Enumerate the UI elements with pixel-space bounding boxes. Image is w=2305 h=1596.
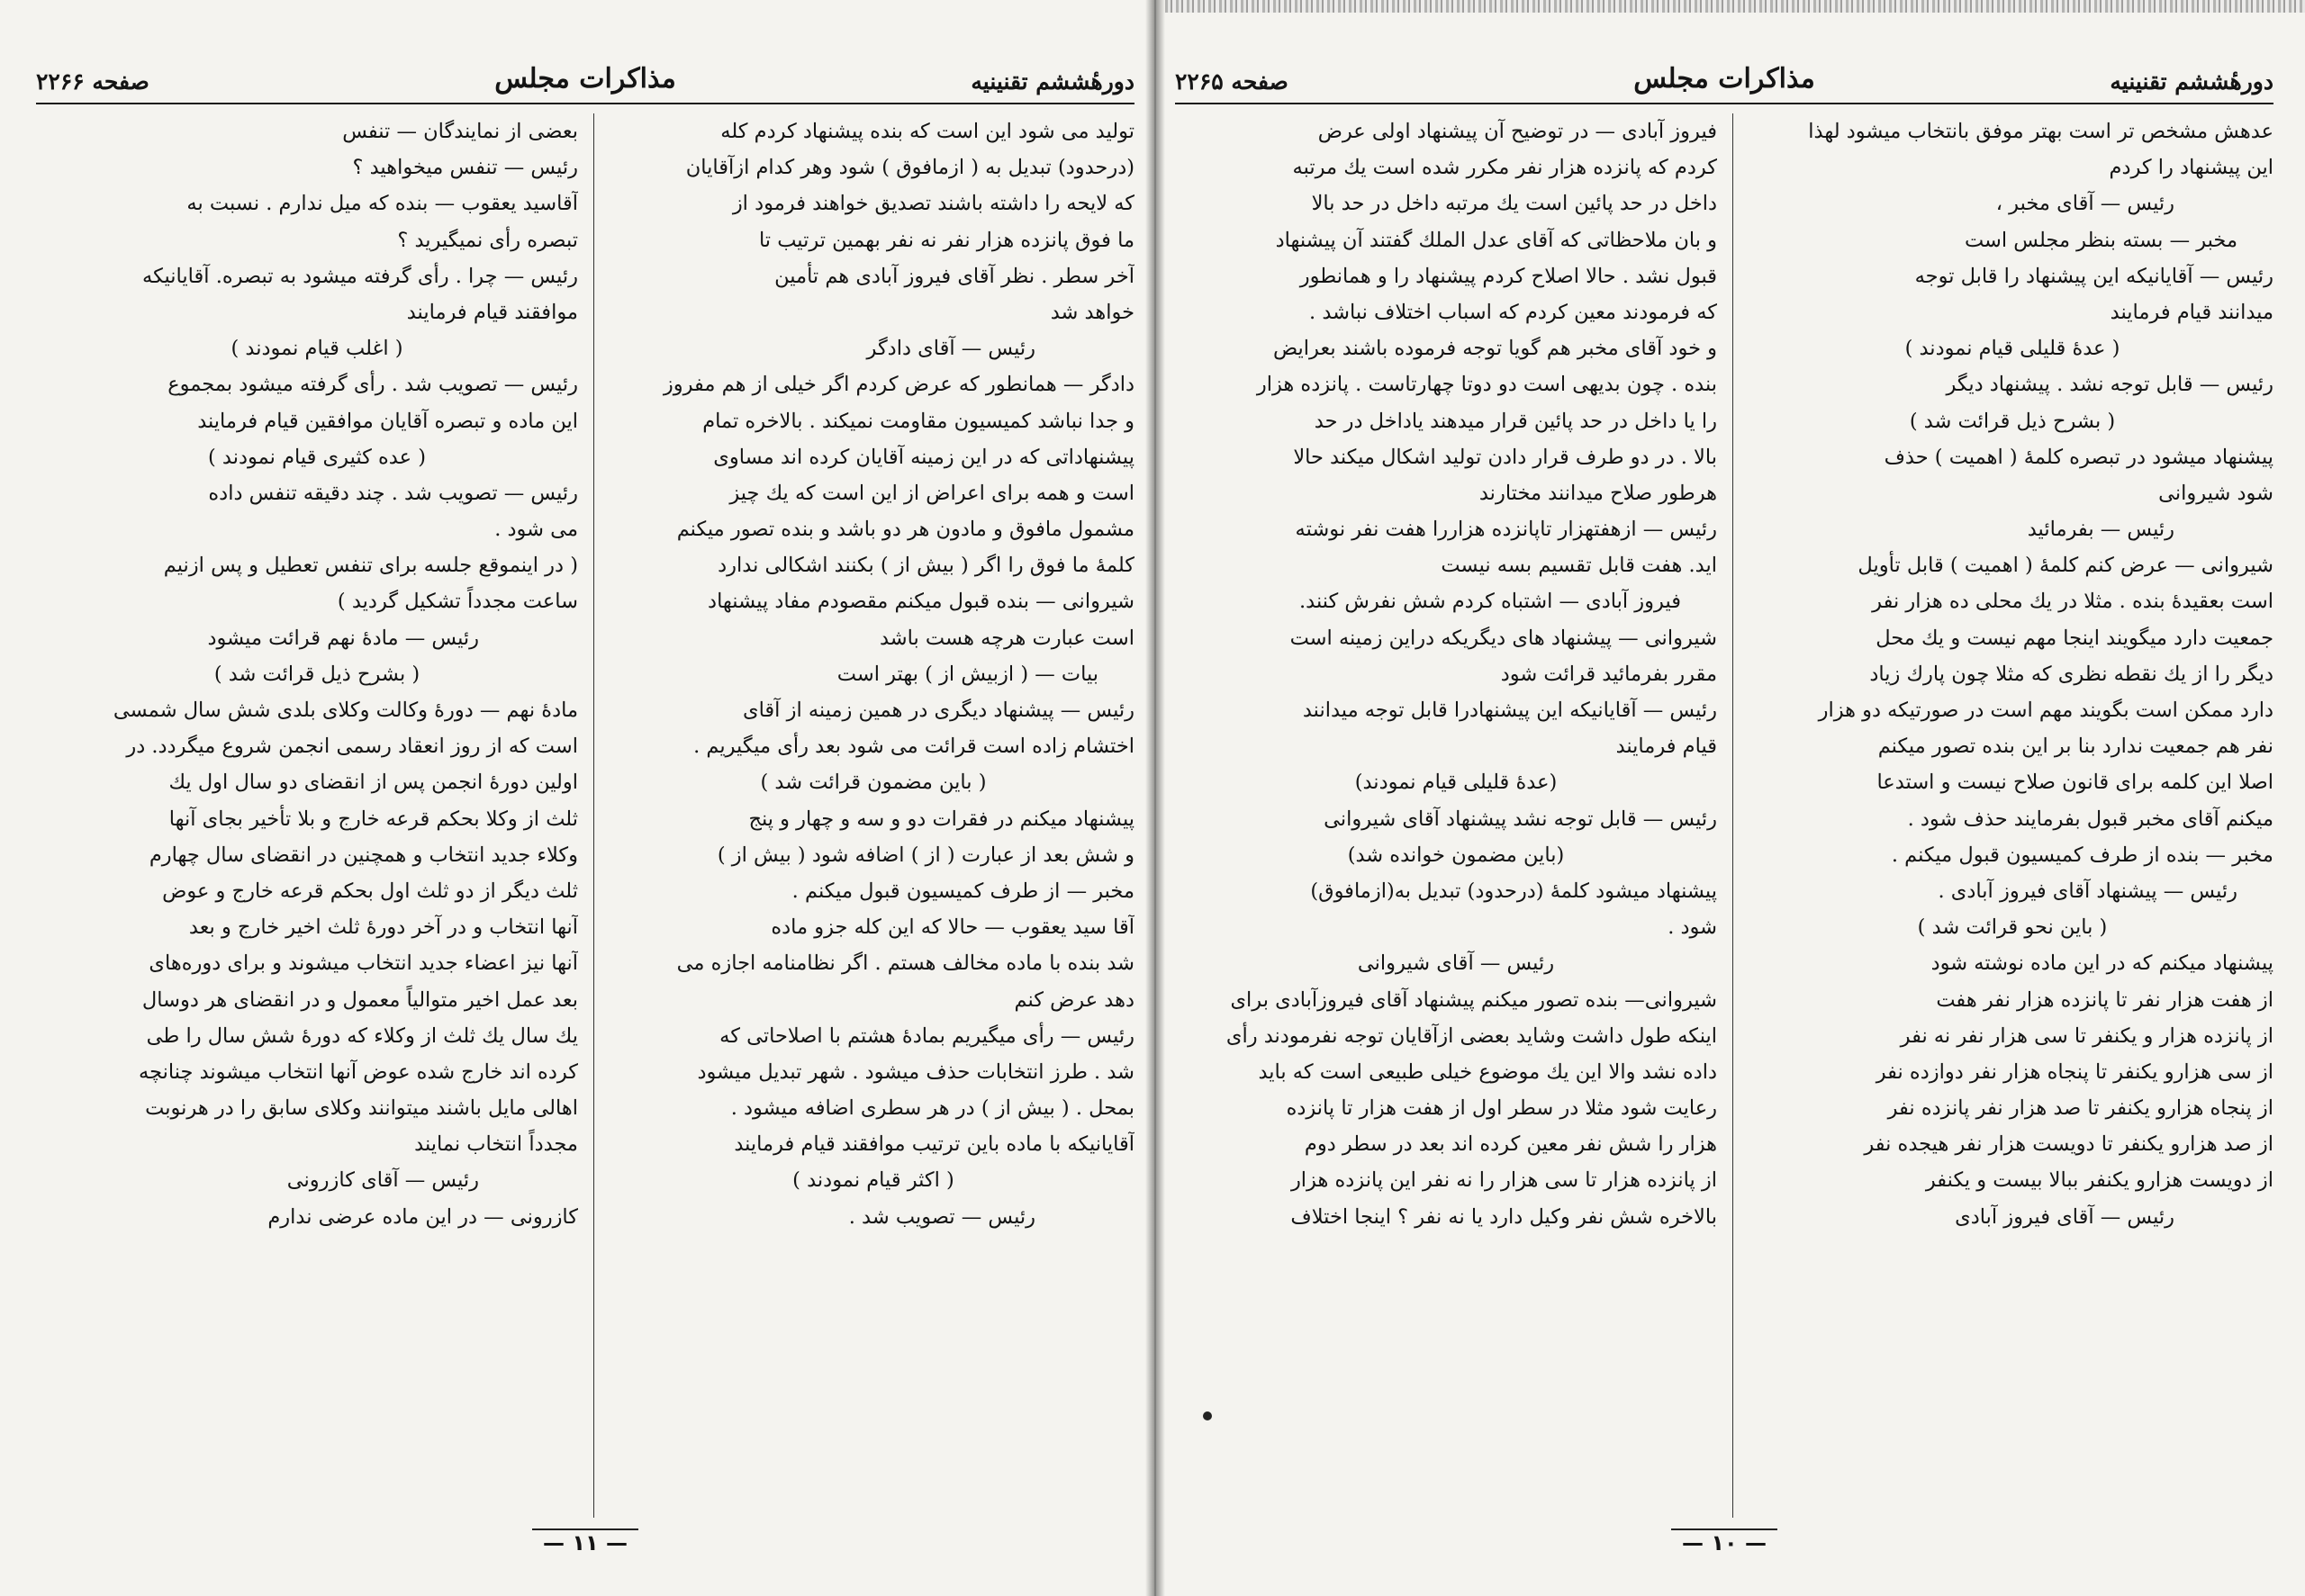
text-line: ( اکثر قیام نمودند ): [792, 1168, 954, 1193]
text-line: اختشام زاده است قرائت می شود بعد رأی میگیریم .: [693, 735, 1134, 759]
text-line: شیروانی — عرض کنم کلمهٔ ( اهمیت ) قابل تأویل: [1858, 554, 2273, 578]
text-line: رئیس — پیشنهاد دیگری در همین زمینه از آقای: [742, 699, 1134, 722]
text-line: عدهش مشخص تر است بهتر موفق بانتخاب میشود لهذا: [1808, 120, 2273, 143]
text-line: رئیس — آقایانیکه این پیشنهادرا قابل توجه میدانند: [1302, 699, 1717, 722]
text-line: ( اغلب قیام نمودند ): [230, 337, 403, 361]
text-line: نفر هم جمعیت ندارد بنا بر این بنده تصور میکنم: [1877, 735, 2273, 759]
left-column-2: [56, 113, 578, 1518]
text-line: از پانزده هزار و یکنفر تا سی هزار نفر نه نفر: [1900, 1023, 2273, 1048]
left-session-label: دورهٔششم تقنینیه: [971, 68, 1134, 95]
right-page-footer: [1175, 1530, 2273, 1555]
text-line: ( عده کثیری قیام نمودند ): [208, 445, 426, 469]
text-line: موافقند قیام فرمایند: [406, 300, 578, 324]
text-line: رئیس — آقای مخبر ،: [1995, 192, 2174, 216]
right-session-label: دورهٔششم تقنینیه: [2110, 68, 2273, 95]
text-line: رئیس — قابل توجه نشد . پیشنهاد دیگر: [1946, 373, 2273, 397]
text-line: رئیس — بفرمائید: [2027, 518, 2174, 542]
text-line: کرده اند خارج شده عوض آنها انتخاب میشوند چنانچه: [139, 1059, 578, 1084]
text-line: ثلث از وکلا بحکم قرعه خارج و بلا تأخیر بجای آنها: [168, 807, 578, 831]
text-line: پیشنهاد میکنم که در این ماده نوشته شود: [1930, 951, 2273, 976]
left-page-number: صفحه ۲۲۶۶: [36, 68, 149, 95]
text-line: آنها انتخاب و در آخر دورهٔ ثلث اخیر خارج و بعد: [188, 915, 578, 940]
text-line: دیگر را از یك نقطه نظری که مثلا چون پارك زیاد: [1869, 662, 2273, 686]
text-line: شد بنده با ماده مخالف هستم . اگر نظامنامه اجازه می: [676, 951, 1134, 976]
book-gutter: [1145, 0, 1165, 1596]
text-line: و شش بعد از عبارت ( از ) اضافه شود ( بیش از ): [717, 843, 1134, 867]
text-line: ( باین مضمون قرائت شد ): [760, 771, 987, 795]
text-line: مادهٔ نهم — دورهٔ وکالت وکلای بلدی شش سال شمسی: [113, 699, 578, 722]
text-line: شود شیروانی: [2158, 481, 2273, 505]
text-line: رئیس — تصویب شد . رأی گرفته میشود بمجموع: [167, 373, 578, 397]
right-title: مذاکرات مجلس: [1633, 63, 1815, 95]
text-line: شد . طرز انتخابات حذف میشود . شهر تبدیل میشود: [697, 1059, 1134, 1084]
left-page-header: [36, 56, 1134, 103]
text-line: شیروانی— بنده تصور میکنم پیشنهاد آقای فیروزآبادی برای: [1230, 987, 1717, 1012]
text-line: رئیس — تصویب شد . چند دقیقه تنفس داده: [208, 481, 578, 505]
text-line: جمعیت دارد میگویند اینجا مهم نیست و یك محل: [1876, 626, 2273, 650]
text-line: قبول نشد . حالا اصلاح کردم پیشنهاد را و همانطور: [1299, 264, 1717, 288]
right-column-1: [1751, 113, 2273, 1518]
text-line: دارد ممکن است بگویند مهم است در صورتیکه دو هزار: [1818, 699, 2273, 722]
left-header-rule: [36, 103, 1134, 104]
text-line: مجدداً انتخاب نمایند: [414, 1132, 578, 1157]
text-line: آنها نیز اعضاء جدید انتخاب میشوند و برای دوره‌های: [149, 951, 578, 976]
text-line: فیروز آبادی — در توضیح آن پیشنهاد اولی عرض: [1317, 120, 1717, 143]
text-line: بالا . در دو طرف قرار دادن تولید اشکال میکند حالا: [1293, 445, 1717, 469]
text-line: از صد هزارو یکنفر تا دویست هزار نفر هیجده نفر: [1864, 1132, 2273, 1157]
text-line: مخبر — بسته بنظر مجلس است: [1964, 228, 2237, 252]
text-line: بالاخره شش نفر وکیل دارد یا نه نفر ؟ اینجا اختلاف: [1290, 1204, 1717, 1229]
right-header-rule: [1175, 103, 2273, 104]
text-line: شیروانی — بنده قبول میکنم مقصودم مفاد پیشنهاد: [708, 590, 1134, 614]
text-line: کلمهٔ ما فوق را اگر ( بیش از ) بکنند اشکالی ندارد: [718, 554, 1134, 578]
right-page: [1175, 0, 2273, 1596]
right-column-2: [1195, 113, 1717, 1518]
text-line: قیام فرمایند: [1615, 735, 1717, 759]
text-line: آخر سطر . نظر آقای فیروز آبادی هم تأمین: [774, 264, 1134, 288]
text-line: رئیس — تصویب شد .: [848, 1204, 1035, 1229]
text-line: ( بشرح ذیل قرائت شد ): [1909, 409, 2116, 433]
text-line: فیروز آبادی — اشتباه کردم شش نفرش کنند.: [1299, 590, 1681, 614]
text-line: رئیس — تنفس میخواهید ؟: [352, 156, 578, 180]
left-page-footer: [36, 1530, 1134, 1555]
text-line: رئیس — مادهٔ نهم قرائت میشود: [207, 626, 479, 650]
text-line: این پیشنهاد را کردم: [2109, 156, 2273, 180]
text-line: ( عدهٔ قلیلی قیام نمودند ): [1904, 337, 2120, 361]
text-line: رئیس — پیشنهاد آقای فیروز آبادی .: [1938, 879, 2237, 903]
text-line: دهد عرض کنم: [1014, 987, 1134, 1012]
text-line: که فرمودند معین کردم که اسباب اختلاف نباشد .: [1309, 300, 1717, 324]
text-line: رئیس — آقای کازرونی: [286, 1168, 479, 1193]
right-column-divider: [1732, 113, 1733, 1518]
text-line: مخبر — از طرف کمیسیون قبول میکنم .: [791, 879, 1134, 903]
text-line: اید. هفت قابل تقسیم بسه نیست: [1441, 554, 1717, 578]
text-line: پیشنهاد میشود کلمهٔ (درحدود) تبدیل به(ازمافوق): [1310, 879, 1717, 903]
text-line: رعایت شود مثلا در سطر اول از هفت هزار تا پانزده: [1286, 1096, 1717, 1121]
text-line: و خود آقای مخبر هم گویا توجه فرموده باشند بعرایض: [1272, 337, 1717, 361]
text-line: یك سال یك ثلث از وکلاء که دورهٔ شش سال را طی: [146, 1023, 578, 1048]
text-line: دادگر — همانطور که عرض کردم اگر خیلی از هم مفروز: [663, 373, 1134, 397]
text-line: اولین دورهٔ انجمن پس از انقضای دو سال اول یك: [168, 771, 578, 795]
text-line: ما فوق پانزده هزار نفر نه نفر بهمین ترتیب تا: [758, 228, 1134, 252]
text-line: است بعقیدهٔ بنده . مثلا در یك محلی ده هزار نفر: [1872, 590, 2273, 614]
text-line: مشمول مافوق و مادون هر دو باشد و بنده تصور میکنم: [676, 518, 1134, 542]
text-line: ( بشرح ذیل قرائت شد ): [213, 662, 420, 686]
text-line: ساعت مجدداً تشکیل گردید ): [337, 590, 578, 614]
text-line: این ماده و تبصره آقایان موافقین قیام فرمایند: [197, 409, 578, 433]
text-line: خواهد شد: [1050, 300, 1134, 324]
text-line: اهالی مایل باشند میتوانند وکلای سابق را در هرنوبت: [145, 1096, 578, 1121]
left-column-divider: [593, 113, 594, 1518]
text-line: وکلاء جدید انتخاب و همچنین در انقضای سال چهارم: [149, 843, 578, 867]
text-line: است که از روز انعقاد رسمی انجمن شروع میگردد. در: [126, 735, 578, 759]
text-line: می شود .: [494, 518, 578, 542]
text-line: پیشنهاداتی که در این زمینه آقایان کرده اند مساوی: [713, 445, 1134, 469]
text-line: است عبارت هرچه هست باشد: [880, 626, 1134, 650]
text-line: از دویست هزارو یکنفر ببالا بیست و یکنفر: [1925, 1168, 2273, 1193]
text-line: بعضی از نمایندگان — تنفس: [342, 120, 578, 143]
text-line: آقا سید یعقوب — حالا که این کله جزو ماده: [771, 915, 1134, 940]
text-line: و جدا نباشد کمیسیون مقاومت نمیکند . بالاخره تمام: [702, 409, 1134, 433]
text-line: و بان ملاحظاتی که آقای عدل الملك گفتند آن پیشنهاد: [1275, 228, 1717, 252]
text-line: هرطور صلاح میدانند مختارند: [1478, 481, 1717, 505]
ink-speck: [1203, 1411, 1212, 1420]
text-line: ( باین نحو قرائت شد ): [1917, 915, 2108, 940]
text-line: شود .: [1668, 915, 1717, 940]
text-line: میدانند قیام فرمایند: [2110, 300, 2273, 324]
text-line: بعد عمل اخیر متوالیاً معمول و در انقضای هر دوسال: [141, 987, 578, 1012]
text-line: کازرونی — در این ماده عرضی ندارم: [267, 1204, 578, 1229]
text-line: پیشنهاد میشود در تبصره کلمهٔ ( اهمیت ) حذف: [1884, 445, 2273, 469]
text-line: شیروانی — پیشنهاد های دیگریکه دراین زمینه است: [1289, 626, 1717, 650]
text-line: از سی هزارو یکنفر تا پنجاه هزار نفر دوازده نفر: [1876, 1059, 2273, 1084]
text-line: از هفت هزار نفر تا پانزده هزار نفر هفت: [1936, 987, 2273, 1012]
text-line: داخل در حد پائین است یك مرتبه داخل در حد بالا: [1311, 192, 1717, 216]
text-line: کردم که پانزده هزار نفر مکرر شده است یك مرتبه: [1292, 156, 1717, 180]
text-line: رئیس — قابل توجه نشد پیشنهاد آقای شیروانی: [1324, 807, 1717, 831]
text-line: رئیس — آقایانیکه این پیشنهاد را قابل توجه: [1914, 264, 2273, 288]
text-line: اصلا این کلمه برای قانون صلاح نیست و استدعا: [1876, 771, 2273, 795]
text-line: مقرر بفرمائید قرائت شود: [1500, 662, 1717, 686]
text-line: را یا داخل در حد پائین قرار میدهند یاداخل در حد: [1314, 409, 1717, 433]
text-line: آقایانیکه با ماده باین ترتیب موافقند قیام فرمایند: [734, 1132, 1134, 1157]
left-column-1: [612, 113, 1134, 1518]
text-line: از پنجاه هزارو یکنفر تا صد هزار نفر پانزده نفر: [1887, 1096, 2273, 1121]
text-line: اینکه طول داشت وشاید بعضی ازآقایان توجه نفرمودند رأی: [1225, 1023, 1717, 1048]
right-page-number: صفحه ۲۲۶۵: [1175, 68, 1288, 95]
text-line: رئیس — چرا . رأی گرفته میشود به تبصره. آقایانیکه: [142, 264, 578, 288]
text-line: ثلث دیگر از دو ثلث اول بحکم قرعه خارج و عوض: [162, 879, 578, 903]
text-line: است و همه برای اعراض از این است که یك چیز: [729, 481, 1134, 505]
text-line: داده نشد والا این یك موضوع خیلی طبیعی است که باید: [1258, 1059, 1717, 1084]
left-folio: — ۱۱ —: [532, 1528, 638, 1555]
text-line: بنده . چون بدیهی است دو دوتا چهارتاست . پانزده هزار: [1256, 373, 1717, 397]
text-line: تبصره رأی نمیگیرید ؟: [397, 228, 578, 252]
text-line: میکنم آقای مخبر قبول بفرمایند حذف شود .: [1907, 807, 2273, 831]
text-line: مخبر — بنده از طرف کمیسیون قبول میکنم .: [1891, 843, 2273, 867]
text-line: رئیس — آقای فیروز آبادی: [1955, 1204, 2174, 1229]
text-line: آقاسید یعقوب — بنده که میل ندارم . نسبت به: [186, 192, 578, 216]
text-line: بیات — ( ازبیش از ) بهتر است: [836, 662, 1098, 686]
text-line: هزار را شش نفر معین کرده اند بعد در سطر دوم: [1304, 1132, 1717, 1157]
right-folio: — ۱۰ —: [1671, 1528, 1777, 1555]
text-line: رئیس — آقای دادگر: [866, 337, 1035, 361]
text-line: پیشنهاد میکنم در فقرات دو و سه و چهار و پنج: [748, 807, 1134, 831]
text-line: (عدهٔ قلیلی قیام نمودند): [1354, 771, 1558, 795]
text-line: ( در اینموقع جلسه برای تنفس تعطیل و پس ازنیم: [163, 554, 578, 578]
text-line: رئیس — رأی میگیریم بمادهٔ هشتم با اصلاحاتی که: [719, 1023, 1134, 1048]
text-line: (درحدود) تبدیل به ( ازمافوق ) شود وهر کدام ازآقایان: [685, 156, 1134, 180]
text-line: (باین مضمون خوانده شد): [1347, 843, 1565, 867]
text-line: که لایحه را داشته باشند تصدیق خواهند فرمود از: [732, 192, 1134, 216]
text-line: از پانزده هزار تا سی هزار را نه نفر این پانزده هزار: [1290, 1168, 1717, 1193]
text-line: بمحل . ( بیش از ) در هر سطری اضافه میشود .: [730, 1096, 1134, 1121]
left-page: [36, 0, 1134, 1596]
left-title: مذاکرات مجلس: [494, 63, 676, 95]
right-page-header: [1175, 56, 2273, 103]
text-line: تولید می شود این است که بنده پیشنهاد کردم کله: [720, 120, 1134, 143]
text-line: رئیس — آقای شیروانی: [1357, 951, 1555, 976]
text-line: رئیس — ازهفتهزار تاپانزده هزاررا هفت نفر نوشته: [1295, 518, 1717, 542]
